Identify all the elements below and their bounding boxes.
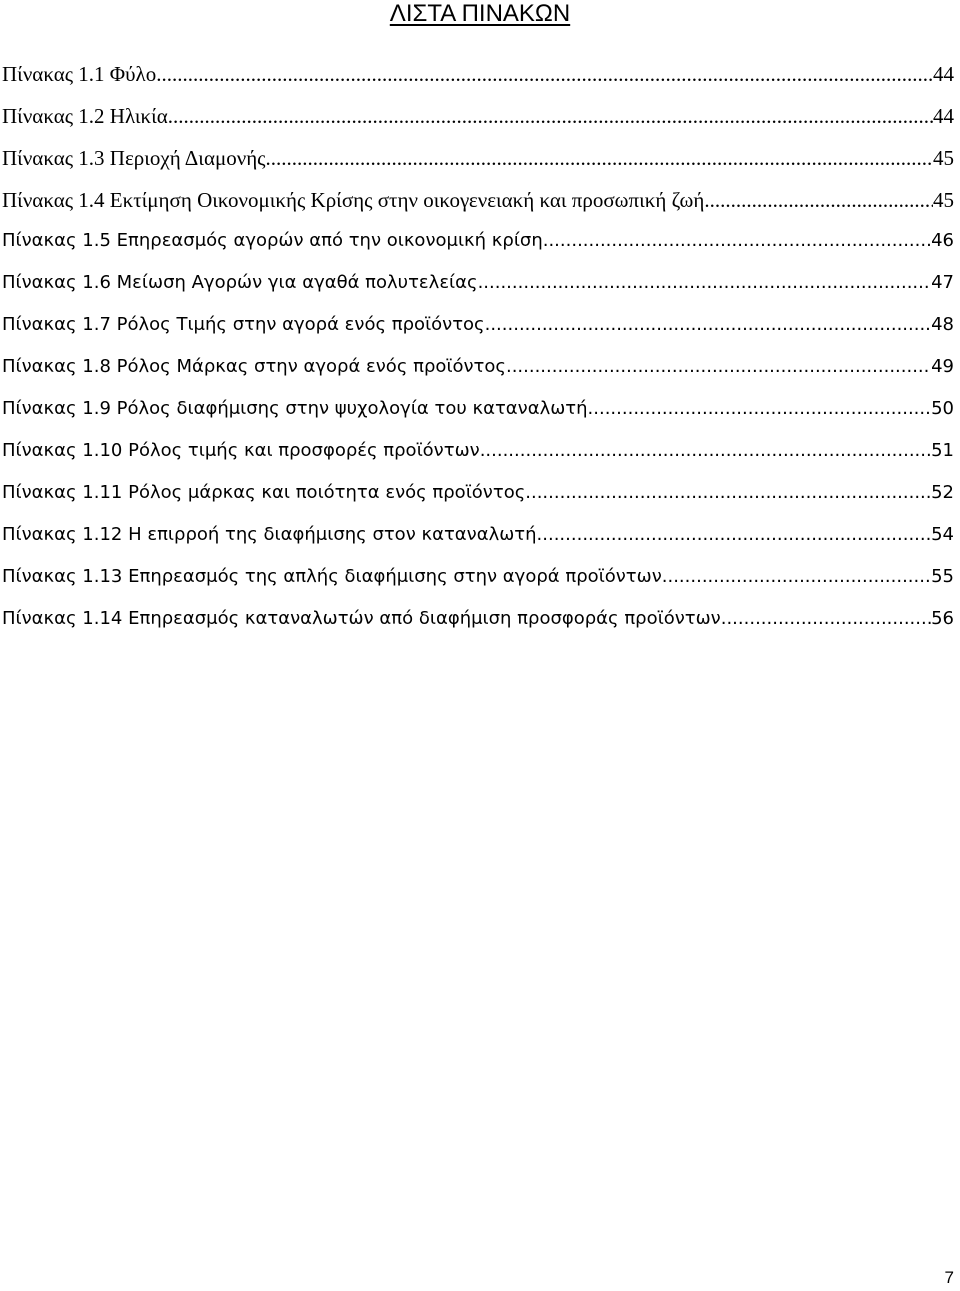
toc-entry-label: Πίνακας 1.11 Ρόλος μάρκας και ποιότητα ενός προϊόντος	[2, 482, 526, 503]
toc-entry-page: 45	[933, 188, 954, 212]
toc-entry-label: Πίνακας 1.5 Επηρεασμός αγορών από την οικονομική κρίση	[2, 230, 543, 251]
toc-entry[interactable]	[2, 356, 954, 398]
toc-entry-page: 48	[931, 314, 954, 335]
dot-leader	[704, 188, 933, 213]
toc-entry[interactable]	[2, 104, 954, 146]
toc-entry-label: Πίνακας 1.9 Ρόλος διαφήμισης στην ψυχολογία του καταναλωτή	[2, 398, 588, 419]
toc-entry-page: 54	[931, 524, 954, 545]
toc-entry-label: Πίνακας 1.2 Ηλικία	[2, 104, 168, 128]
toc-entry-page: 56	[931, 608, 954, 629]
dot-leader	[721, 608, 931, 629]
dot-leader	[266, 146, 934, 171]
toc-entry[interactable]	[2, 398, 954, 440]
toc-entry-label: Πίνακας 1.7 Ρόλος Τιμής στην αγορά ενός προϊόντος	[2, 314, 485, 335]
toc-entry-label: Πίνακας 1.8 Ρόλος Μάρκας στην αγορά ενός προϊόντος	[2, 356, 506, 377]
toc-entry-label: Πίνακας 1.3 Περιοχή Διαμονής	[2, 146, 266, 170]
dot-leader	[168, 104, 933, 129]
toc-entry[interactable]	[2, 272, 954, 314]
dot-leader	[537, 524, 932, 545]
dot-leader	[543, 230, 931, 251]
toc-entry[interactable]	[2, 146, 954, 188]
dot-leader	[478, 272, 932, 293]
toc-entry[interactable]	[2, 314, 954, 356]
toc-entry-label: Πίνακας 1.6 Μείωση Αγορών για αγαθά πολυτελείας	[2, 272, 478, 293]
dot-leader	[156, 62, 933, 87]
toc-entry-page: 44	[933, 104, 954, 128]
toc-entry-page: 44	[933, 62, 954, 86]
page-number: 7	[944, 1268, 954, 1287]
toc-entry-page: 49	[931, 356, 954, 377]
toc-entry-page: 51	[931, 440, 954, 461]
dot-leader	[506, 356, 931, 377]
toc-entry[interactable]	[2, 566, 954, 608]
toc-entry-label: Πίνακας 1.13 Επηρεασμός της απλής διαφήμισης στην αγορά προϊόντων	[2, 566, 662, 587]
toc-entry[interactable]	[2, 482, 954, 524]
dot-leader	[525, 482, 931, 503]
toc-entry[interactable]	[2, 230, 954, 272]
toc-entry-page: 47	[931, 272, 954, 293]
toc-entry-page: 45	[933, 146, 954, 170]
toc-entry-label: Πίνακας 1.12 Η επιρροή της διαφήμισης στον καταναλωτή	[2, 524, 537, 545]
toc-entry-label: Πίνακας 1.10 Ρόλος τιμής και προσφορές προϊόντων	[2, 440, 480, 461]
toc-entry[interactable]	[2, 524, 954, 566]
toc-entry[interactable]	[2, 608, 954, 650]
toc-entry[interactable]	[2, 188, 954, 230]
dot-leader	[485, 314, 931, 335]
toc-entry[interactable]	[2, 440, 954, 482]
dot-leader	[480, 440, 931, 461]
page-title: ΛΙΣΤΑ ΠΙΝΑΚΩΝ	[389, 0, 571, 27]
dot-leader	[662, 566, 931, 587]
toc-entry-page: 46	[931, 230, 954, 251]
toc-entry-label: Πίνακας 1.4 Εκτίμηση Οικονομικής Κρίσης στην οικογενειακή και προσωπική ζωή	[2, 188, 705, 212]
toc-entry-label: Πίνακας 1.1 Φύλο	[2, 62, 157, 86]
toc-entry[interactable]	[2, 62, 954, 104]
toc-entry-page: 55	[931, 566, 954, 587]
dot-leader	[588, 398, 932, 419]
toc-entry-page: 50	[931, 398, 954, 419]
toc-entry-label: Πίνακας 1.14 Επηρεασμός καταναλωτών από διαφήμιση προσφοράς προϊόντων	[2, 608, 721, 629]
toc-entry-page: 52	[931, 482, 954, 503]
table-of-tables	[2, 62, 954, 650]
